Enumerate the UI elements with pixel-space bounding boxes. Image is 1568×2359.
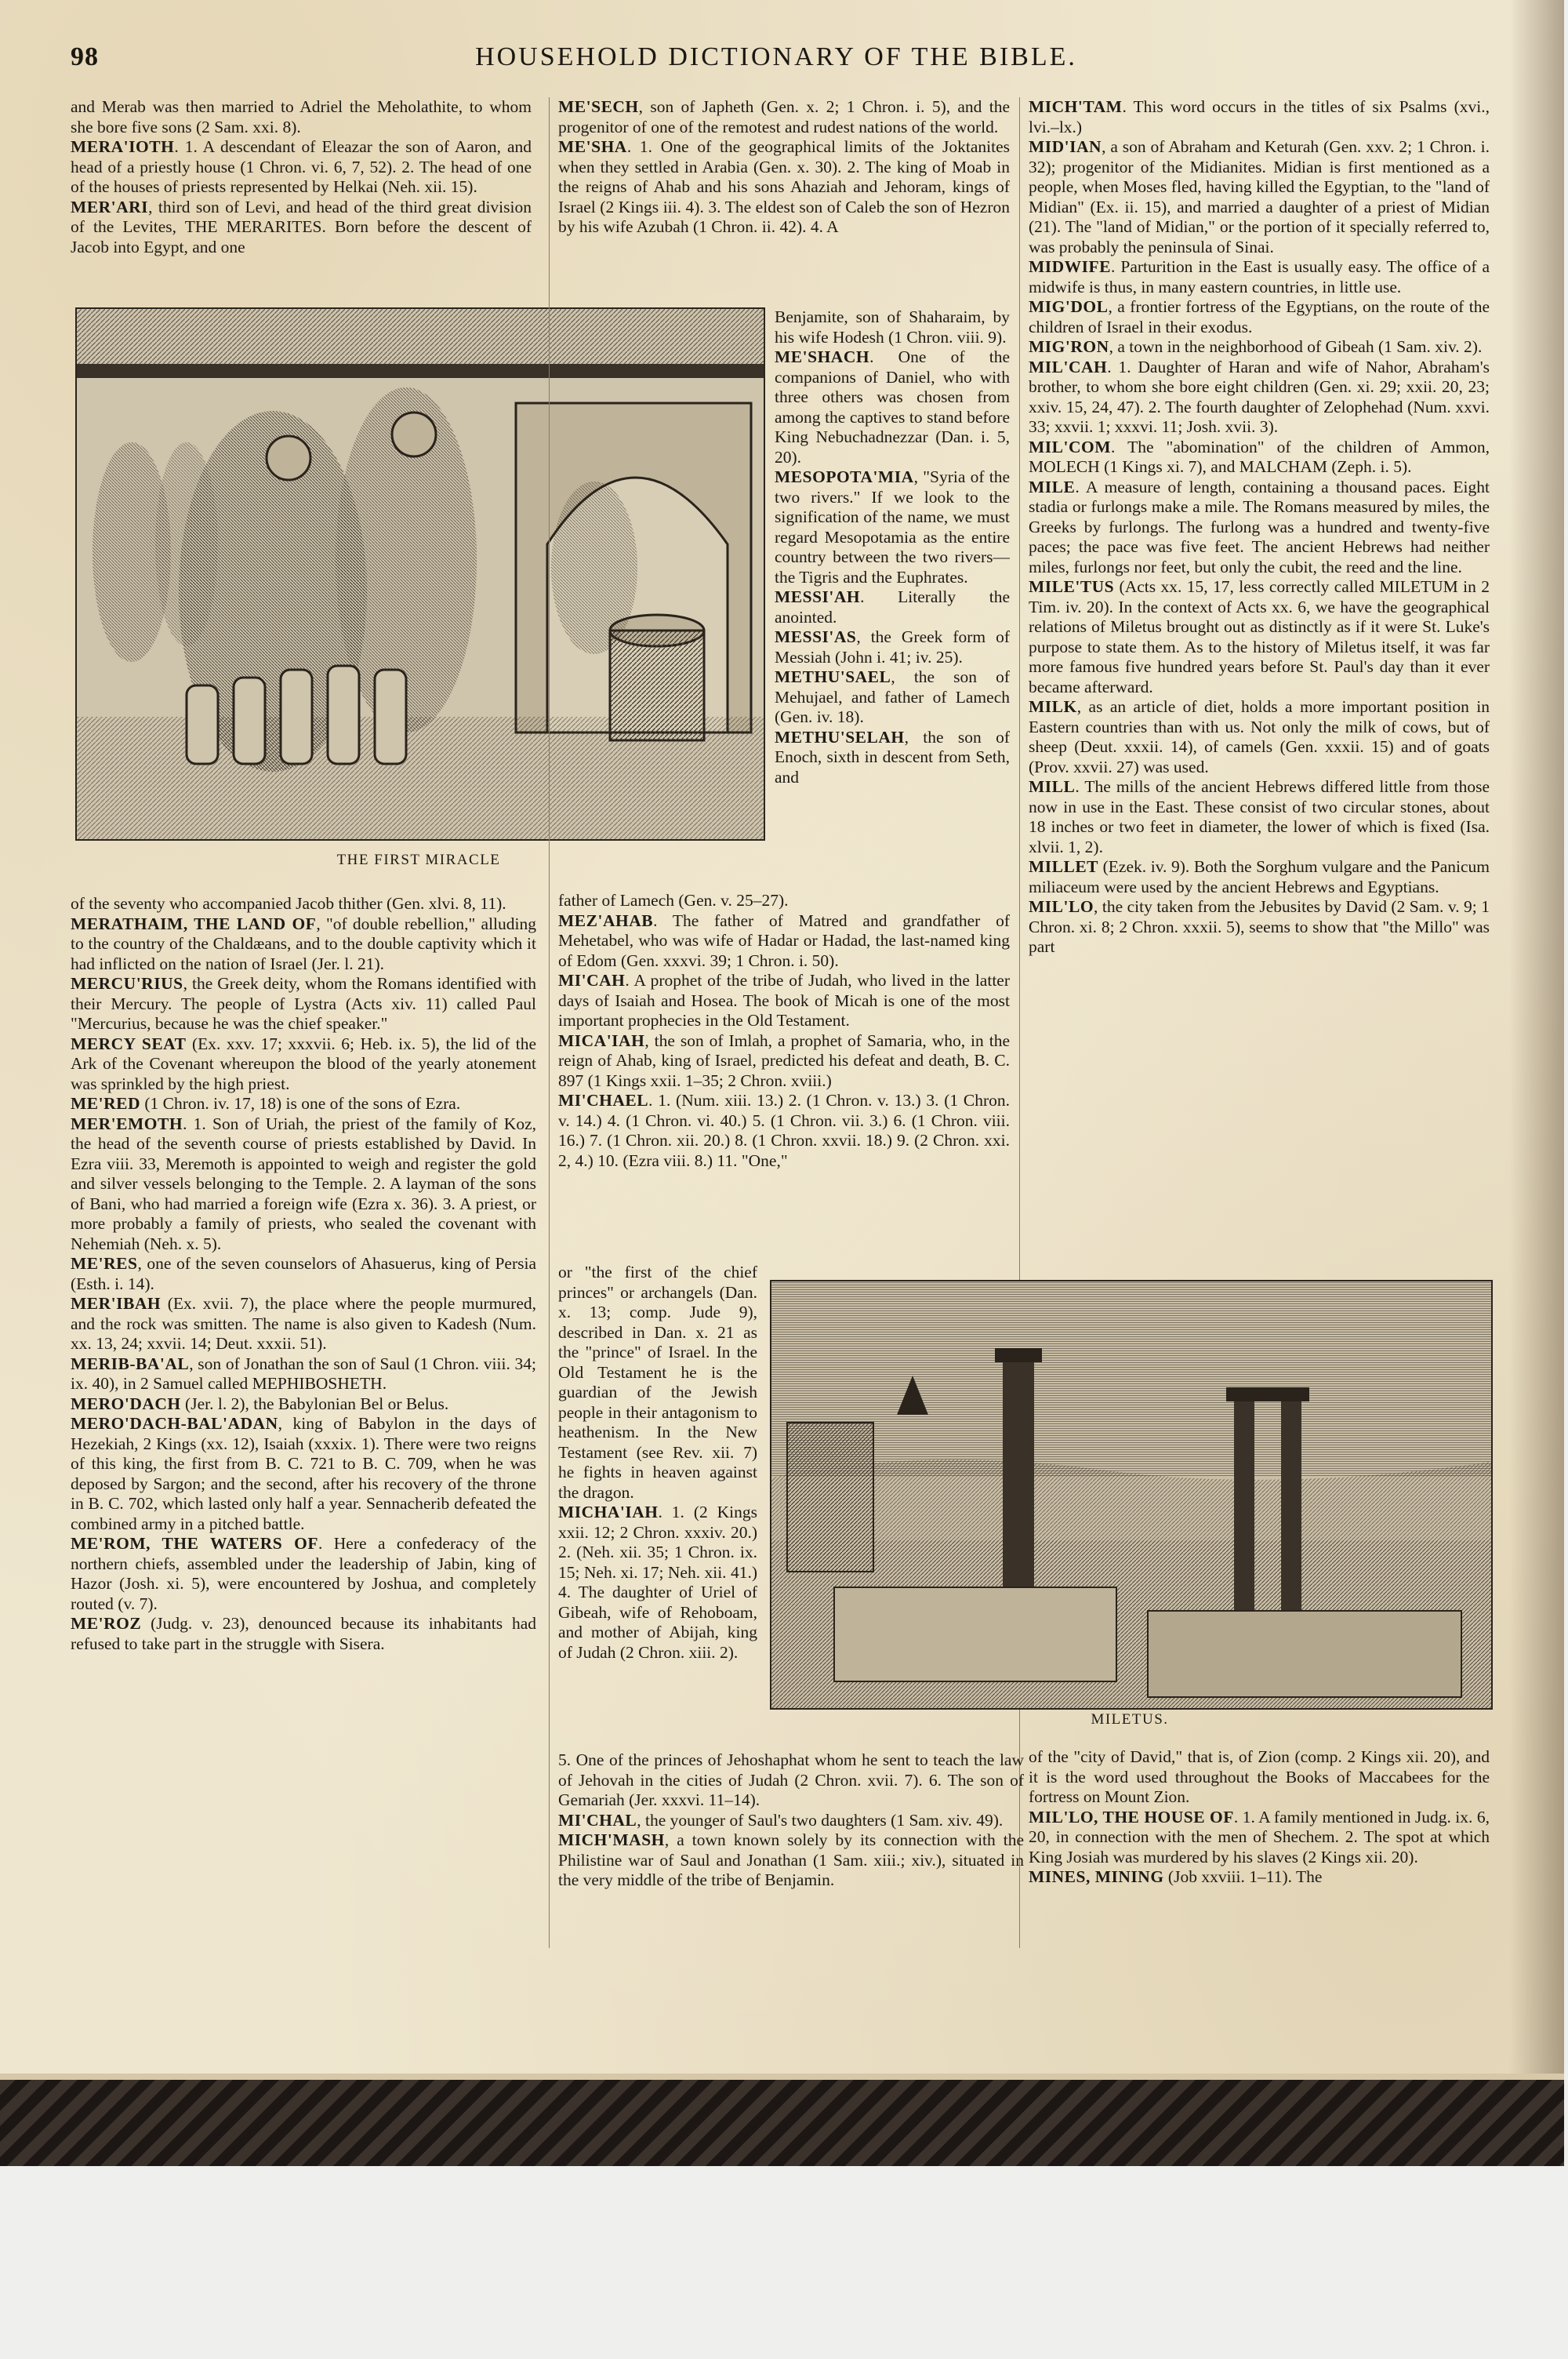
first-miracle-caption: THE FIRST MIRACLE: [336, 852, 501, 868]
entry-headword: MILL: [1029, 777, 1076, 796]
entry-meshach: ME'SHACH. One of the companions of Daniel, who with three others was chosen from among the captives to stand before King Nebuchadnezzar (Dan. i. 5, 20).: [775, 347, 1010, 467]
entry-millet: MILLET (Ezek. iv. 9). Both the Sorghum vulgare and the Panicum miliaceum were used by the ancient Hebrews and Egyptians.: [1029, 857, 1490, 896]
entry-text: or "the first of the chief princes" or archangels (Dan. x. 13; comp. Jude 9), described in Dan. x. 21 as the "prince" of Israel. In the Old Testament he is the guardian of the Jewish people in their antagonism to heathenism. In the New Testament (see Rev. xii. 7) he fights in heaven against the dragon.: [558, 1263, 757, 1502]
entry-headword: MINES, MINING: [1029, 1867, 1164, 1886]
entry-text: Benjamite, son of Shaharaim, by his wife Hodesh (1 Chron. viii. 9).: [775, 307, 1010, 347]
entry-merodach: MERO'DACH (Jer. l. 2), the Babylonian Bel or Belus.: [71, 1394, 449, 1413]
entry-midwife: MIDWIFE. Parturition in the East is usually easy. The office of a midwife is thus, in many eastern countries, in little use.: [1029, 257, 1490, 296]
entry-headword: MERCY SEAT: [71, 1034, 187, 1053]
entry-headword: ME'RES: [71, 1254, 138, 1273]
entry-merodach-baladan: MERO'DACH-BAL'ADAN, king of Babylon in the days of Hezekiah, 2 Kings (xx. 12), Isaiah (xxxix. 1). There were two reigns of this king, the first from B. C. 721 to B. C. 709, when he was deposed by Sargon; and the second, after his recovery of the throne in B. C. 702, which lasted only half a year. Sennacherib defeated the combined army in a pitched battle.: [71, 1414, 536, 1533]
entry-messias: MESSI'AS, the Greek form of Messiah (John i. 41; iv. 25).: [775, 627, 1010, 667]
entry-miletus: MILE'TUS (Acts xx. 15, 17, less correctly called MILETUM in 2 Tim. iv. 20). In the context of Acts xx. 6, we have the geographical relations of Miletus brought out as distinctly as if it were St. Luke's purpose to state them. As to the history of Miletus itself, it was far more famous five hundred years before St. Paul's day than it ever became afterward.: [1029, 577, 1490, 696]
entry-headword: MERA'IOTH: [71, 137, 175, 156]
entry-migdol: MIG'DOL, a frontier fortress of the Egyptians, on the route of the children of Israel in their exodus.: [1029, 297, 1490, 336]
entry-headword: ME'SHA: [558, 137, 627, 156]
entry-headword: MILK: [1029, 697, 1077, 716]
entry-messiah: MESSI'AH. Literally the anointed.: [775, 587, 1010, 627]
entry-michael: MI'CHAEL. 1. (Num. xiii. 13.) 2. (1 Chron. v. 13.) 3. (1 Chron. v. 14.) 4. (1 Chron. vi. 40.) 5. (1 Chron. vii. 3.) 6. (1 Chron. viii. 16.) 7. (1 Chron. xii. 20.) 8. (1 Chron. xxvii. 18.) 9. (2 Chron. xxi. 2, 4.) 10. (Ezra viii. 8.) 11. "One,": [558, 1091, 1010, 1170]
column2-narrow2: [558, 1263, 757, 1749]
miletus-caption: MILETUS.: [1091, 1711, 1169, 1728]
entry-headword: MICH'TAM: [1029, 97, 1123, 116]
entry-mezahab: MEZ'AHAB. The father of Matred and grandfather of Mehetabel, who was wife of Hadar or Hadad, the last-named king of Edom (Gen. xxxvi. 39; 1 Chron. i. 50).: [558, 911, 1010, 970]
entry-headword: MILE'TUS: [1029, 577, 1115, 596]
entry-text: father of Lamech (Gen. v. 25–27).: [558, 891, 789, 910]
entry-headword: ME'ROZ: [71, 1614, 142, 1633]
entry-headword: MICA'IAH: [558, 1030, 645, 1050]
entry-meraioth: MERA'IOTH. 1. A descendant of Eleazar the son of Aaron, and head of a priestly house (1 Chron. vi. 6, 7, 52). 2. The head of one of the houses of priests represented by Helkai (Neh. xii. 15).: [71, 137, 532, 196]
entry-michtam: MICH'TAM. This word occurs in the titles of six Psalms (xvi., lvi.–lx.): [1029, 97, 1490, 136]
page-number: 98: [71, 42, 99, 71]
entry-mercy-seat: MERCY SEAT (Ex. xxv. 17; xxxvii. 6; Heb. ix. 5), the lid of the Ark of the Covenant whereupon the blood of the yearly atonement was sprinkled by the high priest.: [71, 1034, 536, 1093]
entry-headword: MICHA'IAH: [558, 1503, 659, 1521]
entry-michal: MI'CHAL, the younger of Saul's two daughters (1 Sam. xiv. 49).: [558, 1810, 1004, 1830]
entry-headword: METHU'SELAH: [775, 727, 905, 747]
entry-milcom: MIL'COM. The "abomination" of the children of Ammon, MOLECH (1 Kings xi. 7), and MALCHAM (Zeph. i. 5).: [1029, 437, 1490, 476]
entry-methuselah: METHU'SELAH, the son of Enoch, sixth in descent from Seth, and: [775, 727, 1010, 787]
page-edge-shadow: [1509, 0, 1564, 2082]
entry-house-of-millo: MIL'LO, THE HOUSE OF. 1. A family mentioned in Judg. ix. 6, 20, in connection with the men of Shechem. 2. The spot at which King Josiah was murdered by his slaves (2 Kings xii. 20).: [1029, 1807, 1490, 1866]
entry-headword: MICH'MASH: [558, 1830, 665, 1849]
entry-meroz: ME'ROZ (Judg. v. 23), denounced because its inhabitants had refused to take part in the struggle with Sisera.: [71, 1614, 536, 1653]
entry-mercurius: MERCU'RIUS, the Greek deity, whom the Romans identified with their Mercury. The people of Lystra (Acts xiv. 11) called Paul "Mercurius, because he was the chief speaker.": [71, 974, 536, 1033]
entry-micaiah: MICA'IAH, the son of Imlah, a prophet of Samaria, who, in the reign of Ahab, king of Israel, predicted his defeat and death, B. C. 897 (1 Kings xxii. 1–35; 2 Chron. xviii.): [558, 1030, 1010, 1090]
running-head: HOUSEHOLD DICTIONARY OF THE BIBLE.: [475, 42, 1077, 71]
entry-michmash: MICH'MASH, a town known solely by its connection with the Philistine war of Saul and Jonathan (1 Sam. xiii.; xiv.), situated in the very middle of the tribe of Benjamin.: [558, 1830, 1024, 1889]
entry-headword: MESOPOTA'MIA: [775, 467, 914, 486]
column2-mid: [558, 891, 1010, 1259]
entry-headword: ME'ROM, THE WATERS OF: [71, 1534, 318, 1553]
entry-mesha: ME'SHA. 1. One of the geographical limits of the Joktanites when they settled in Arabia (Gen. x. 30). 2. The king of Moab in the reigns of Ahab and his sons Ahaziah and Jehoram, kings of Israel (2 Kings iii. 4). 3. The eldest son of Caleb the son of Hezron by his wife Azubah (1 Chron. ii. 42). 4. A: [558, 137, 1010, 236]
entry-headword: MIL'LO, THE HOUSE OF: [1029, 1807, 1234, 1826]
entry-headword: MIG'RON: [1029, 337, 1109, 356]
entry-meremoth: MER'EMOTH. 1. Son of Uriah, the priest of the family of Koz, the head of the seventh course of priests established by David. In Ezra viii. 33, Meremoth is appointed to weigh and register the gold and silver vessels belonging to the Temple. 2. A layman of the sons of Bani, who had married a foreign wife (Ezra x. 36). 3. A priest, or more probably a family of priests, who sealed the covenant with Nehemiah (Neh. x. 5).: [71, 1114, 536, 1253]
entry-headword: MEZ'AHAB: [558, 911, 654, 930]
column3-top: [1029, 97, 1490, 1266]
entry-headword: MER'IBAH: [71, 1294, 162, 1313]
entry-headword: MIL'LO: [1029, 897, 1094, 916]
column3-bottom: [1029, 1747, 1490, 1936]
column1-top: [71, 97, 532, 285]
entry-headword: MER'EMOTH: [71, 1114, 183, 1133]
entry-methusael: METHU'SAEL, the son of Mehujael, and father of Lamech (Gen. iv. 18).: [775, 667, 1010, 726]
entry-mesopotamia: MESOPOTA'MIA, "Syria of the two rivers." If we look to the signification of the name, we must regard Mesopotamia as the entire country between the two rivers—the Tigris and the Euphrates.: [775, 467, 1010, 587]
column2-top: [558, 97, 1010, 305]
entry-text: and Merab was then married to Adriel the Meholathite, to whom she bore five sons (2 Sam. xxi. 8).: [71, 97, 532, 136]
entry-meres: ME'RES, one of the seven counselors of Ahasuerus, king of Persia (Esth. i. 14).: [71, 1254, 536, 1293]
entry-text: 5. One of the princes of Jehoshaphat whom he sent to teach the law of Jehovah in the cities of Judah (2 Chron. xvii. 7). 6. The son of Gemariah (Jer. xxxvi. 11–14).: [558, 1750, 1024, 1809]
entry-text: of the "city of David," that is, of Zion (comp. 2 Kings xii. 20), and it is the word used throughout the Books of Maccabees for the fortress on Mount Zion.: [1029, 1747, 1490, 1806]
entry-headword: MERO'DACH-BAL'ADAN: [71, 1414, 278, 1433]
entry-micah: MI'CAH. A prophet of the tribe of Judah, who lived in the latter days of Isaiah and Hosea. The book of Micah is one of the most important prophecies in the Old Testament.: [558, 971, 1010, 1030]
entry-midian: MID'IAN, a son of Abraham and Keturah (Gen. xxv. 2; 1 Chron. i. 32); progenitor of the Midianites. Midian is first mentioned as a people, when Moses fled, having killed the Egyptian, to the "land of Midian" (Ex. ii. 15), and married a daughter of a priest of Midian (21). The "land of Midian," or the portion of it specially referred to, was probably the peninsula of Sinai.: [1029, 137, 1490, 256]
entry-merib-baal: MERIB-BA'AL, son of Jonathan the son of Saul (1 Chron. viii. 34; ix. 40), in 2 Samuel called MEPHIBOSHETH.: [71, 1354, 536, 1393]
entry-milcah: MIL'CAH. 1. Daughter of Haran and wife of Nahor, Abraham's brother, to whom she bore eight children (Gen. xi. 29; xxii. 20, 23; xxiv. 15, 24, 47). 2. The fourth daughter of Zelophehad (Num. xxvi. 33; xxvii. 1; xxxvi. 11; Josh. xvii. 3).: [1029, 357, 1490, 436]
entry-headword: MESSI'AS: [775, 627, 857, 646]
first-miracle-engraving: [75, 307, 765, 841]
entry-headword: MERO'DACH: [71, 1394, 181, 1413]
entry-merom: ME'ROM, THE WATERS OF. Here a confederacy of the northern chiefs, assembled under the leadership of Jabin, king of Hazor (Josh. xi. 5), were encountered by Joshua, and completely routed (v. 7).: [71, 1534, 536, 1613]
column-rule: [549, 97, 550, 1948]
entry-headword: ME'RED: [71, 1094, 140, 1113]
entry-merathaim: MERATHAIM, THE LAND OF, "of double rebellion," alluding to the country of the Chaldæans, and to the double captivity which it had inflicted on the nation of Israel (Jer. l. 21).: [71, 914, 536, 973]
miletus-engraving: [770, 1280, 1493, 1710]
entry-headword: MI'CHAL: [558, 1810, 637, 1830]
entry-millo: MIL'LO, the city taken from the Jebusites by David (2 Sam. v. 9; 1 Chron. xi. 8; 2 Chron. xxxii. 5), seems to show that "the Millo" was part: [1029, 897, 1490, 956]
entry-text: of the seventy who accompanied Jacob thither (Gen. xlvi. 8, 11).: [71, 894, 506, 913]
entry-mines: MINES, MINING (Job xxviii. 1–11). The: [1029, 1867, 1323, 1886]
entry-mill: MILL. The mills of the ancient Hebrews differed little from those now in use in the East. These consist of two circular stones, about 18 inches or two feet in diameter, the lower of which is fixed (Isa. xlvii. 1, 2).: [1029, 777, 1490, 856]
entry-migron: MIG'RON, a town in the neighborhood of Gibeah (1 Sam. xiv. 2).: [1029, 337, 1483, 356]
entry-headword: MIG'DOL: [1029, 297, 1109, 316]
book-binding: [0, 2080, 1564, 2166]
entry-headword: MI'CAH: [558, 971, 626, 990]
entry-mile: MILE. A measure of length, containing a thousand paces. Eight stadia or furlongs make a mile. The Romans measured by miles, the Greeks by furlongs. The furlong was a hundred and twenty-five paces; the pace was five feet. The ancient Hebrews had neither miles, furlongs nor feet, but only the cubit, the reed and the line.: [1029, 477, 1490, 576]
entry-mered: ME'RED (1 Chron. iv. 17, 18) is one of the sons of Ezra.: [71, 1094, 461, 1113]
entry-headword: ME'SECH: [558, 97, 639, 116]
column2-bottom: [558, 1750, 1024, 1939]
entry-headword: MESSI'AH: [775, 587, 861, 606]
entry-headword: MIL'CAH: [1029, 357, 1108, 376]
entry-headword: MILLET: [1029, 857, 1099, 876]
entry-headword: MER'ARI: [71, 197, 149, 216]
entry-michaiah: MICHA'IAH. 1. (2 Kings xxii. 12; 2 Chron. xxxiv. 20.) 2. (Neh. xii. 35; 1 Chron. ix. 15; Neh. xi. 17; Neh. xii. 41.) 4. The daughter of Uriel of Gibeah, wife of Rehoboam, and mother of Abijah, king of Judah (2 Chron. xiii. 2).: [558, 1503, 757, 1662]
entry-headword: MID'IAN: [1029, 137, 1102, 156]
column1-bottom: [71, 894, 536, 1949]
entry-headword: MERIB-BA'AL: [71, 1354, 190, 1373]
entry-headword: MERATHAIM, THE LAND OF: [71, 914, 317, 933]
entry-headword: MIL'COM: [1029, 437, 1112, 456]
entry-merari: MER'ARI, third son of Levi, and head of the third great division of the Levites, THE MERARITES. Born before the descent of Jacob into Egypt, and one: [71, 197, 532, 256]
entry-headword: METHU'SAEL: [775, 667, 891, 686]
entry-headword: MIDWIFE: [1029, 257, 1112, 276]
entry-headword: MI'CHAEL: [558, 1091, 649, 1110]
entry-headword: MILE: [1029, 477, 1076, 496]
column2-narrow: [775, 307, 1010, 888]
entry-milk: MILK, as an article of diet, holds a more important position in Eastern countries than with us. Not only the milk of cows, but of sheep (Deut. xxxii. 14), of camels (Gen. xxxii. 15) and of goats (Prov. xxvii. 27) was used.: [1029, 697, 1490, 776]
entry-mesech: ME'SECH, son of Japheth (Gen. x. 2; 1 Chron. i. 5), and the progenitor of one of the remotest and rudest nations of the world.: [558, 97, 1010, 136]
entry-headword: MERCU'RIUS: [71, 974, 183, 993]
entry-meribah: MER'IBAH (Ex. xvii. 7), the place where the people murmured, and the rock was smitten. The name is also given to Kadesh (Num. xx. 13, 24; xxvii. 14; Deut. xxxii. 51).: [71, 1294, 536, 1353]
entry-headword: ME'SHACH: [775, 347, 870, 366]
